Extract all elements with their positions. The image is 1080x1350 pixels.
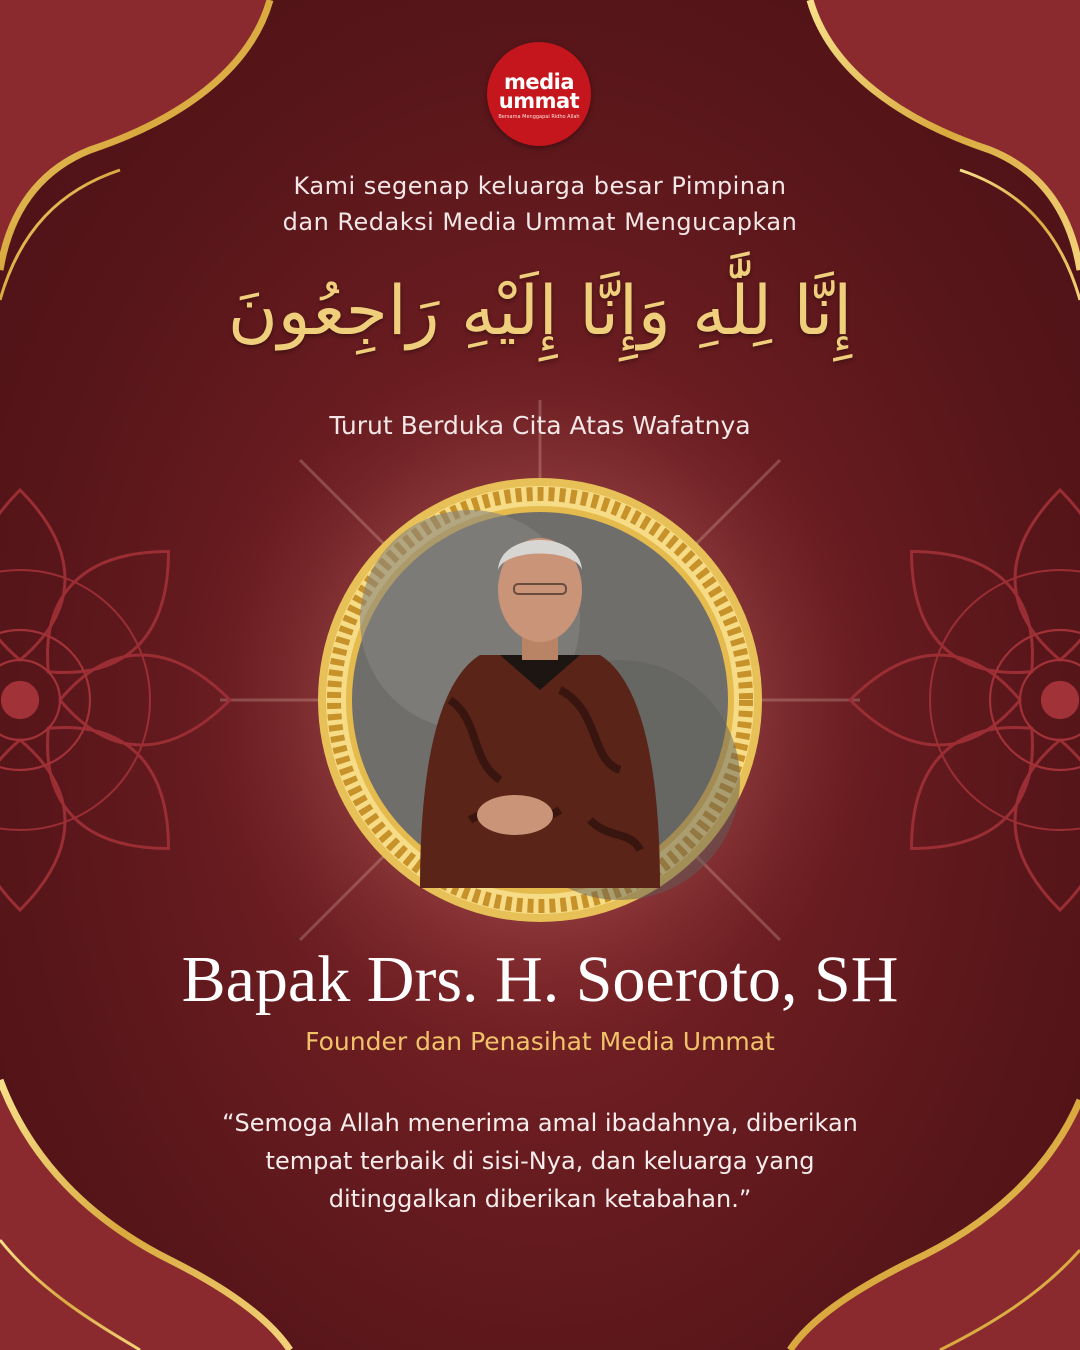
deceased-role: Founder dan Penasihat Media Ummat (305, 1027, 775, 1056)
prayer-line-1: “Semoga Allah menerima amal ibadahnya, diberikan (222, 1109, 858, 1137)
deceased-name: Bapak Drs. H. Soeroto, SH (181, 943, 899, 1016)
prayer-line-2: tempat terbaik di sisi-Nya, dan keluarga yang (265, 1147, 815, 1175)
prayer-line-3: ditinggalkan diberikan ketabahan.” (328, 1185, 752, 1213)
prayer-quote (0, 1104, 1080, 1218)
intro-line-1: Kami segenap keluarga besar Pimpinan (293, 172, 787, 200)
logo-tagline: Bersama Menggapai Ridho Allah (498, 114, 580, 120)
media-ummat-logo (487, 42, 591, 146)
logo-word-media: media (503, 70, 575, 94)
logo-word-ummat: ummat (498, 89, 580, 113)
arabic-calligraphy: إِنَّا لِلَّٰهِ وَإِنَّا إِلَيْهِ رَاجِعُونَ (227, 272, 853, 351)
condolence-subheading: Turut Berduka Cita Atas Wafatnya (329, 411, 751, 440)
intro-text (0, 168, 1080, 240)
intro-line-2: dan Redaksi Media Ummat Mengucapkan (282, 208, 798, 236)
